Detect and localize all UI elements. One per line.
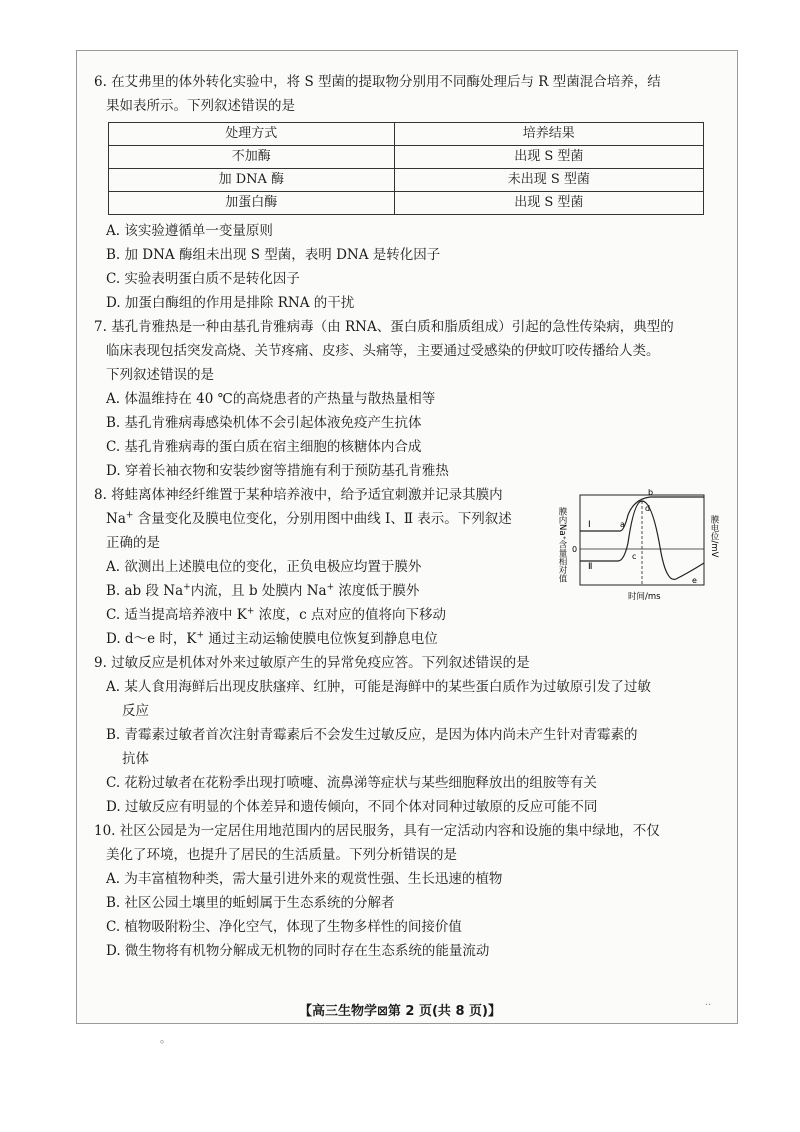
x-axis-label: 时间/ms: [628, 592, 661, 602]
q8-option-d-part: D. d～e 时，K: [106, 631, 197, 647]
q9-option-a-line2: 反应: [122, 703, 149, 719]
q8-option-d-sup: +: [196, 630, 204, 641]
q8-option-b-part: 浓度低于膜外: [334, 583, 420, 599]
q6-option-c: C. 实验表明蛋白质不是转化因子: [106, 271, 300, 287]
table-cell: 加蛋白酶: [109, 192, 395, 215]
table-cell: 出现 S 型菌: [394, 192, 703, 215]
question-9: [94, 651, 716, 819]
right-axis-label: 膜电位/mV: [709, 515, 719, 558]
q8-na-symbol: Na: [106, 511, 126, 527]
point-a-label: a: [620, 520, 625, 529]
q8-membrane-figure: [554, 487, 724, 605]
q9-option-d: D. 过敏反应有明显的个体差异和遗传倾向，不同个体对同种过敏原的反应可能不同: [106, 799, 598, 815]
q10-option-a: A. 为丰富植物种类，需大量引进外来的观赏性强、生长迅速的植物: [106, 871, 503, 887]
q7-option-d: D. 穿着长袖衣物和安装纱窗等措施有利于预防基孔肯雅热: [106, 463, 449, 479]
q8-option-c-part: 浓度，c 点对应的值将向下移动: [254, 607, 447, 623]
q8-stem-line2-rest: 含量变化及膜电位变化，分别用图中曲线 Ⅰ、Ⅱ 表示。下列叙述: [133, 511, 512, 527]
q7-option-a: A. 体温维持在 40 ℃的高烧患者的产热量与散热量相等: [106, 391, 436, 407]
q7-stem-line1: 7. 基孔肯雅热是一种由基孔肯雅病毒（由 RNA、蛋白质和脂质组成）引起的急性传染病，典型的: [94, 319, 674, 335]
q10-option-b: B. 社区公园土壤里的蚯蚓属于生态系统的分解者: [106, 895, 395, 911]
q10-option-c: C. 植物吸附粉尘、净化空气，体现了生物多样性的间接价值: [106, 919, 462, 935]
q9-option-b-line1: B. 青霉素过敏者首次注射青霉素后不会发生过敏反应，是因为体内尚未产生针对青霉素的: [106, 727, 638, 743]
curve-ii-label: Ⅱ: [588, 562, 593, 572]
q10-option-d: D. 微生物将有机物分解成无机物的同时存在生态系统的能量流动: [106, 943, 490, 959]
exam-content: [94, 70, 719, 963]
curve-i-label: Ⅰ: [588, 520, 591, 530]
q6-option-b: B. 加 DNA 酶组未出现 S 型菌，表明 DNA 是转化因子: [106, 247, 441, 263]
q6-option-d: D. 加蛋白酶组的作用是排除 RNA 的干扰: [106, 295, 355, 311]
q6-stem-line1: 6. 在艾弗里的体外转化实验中，将 S 型菌的提取物分别用不同酶处理后与 R 型菌混合培养，结: [94, 74, 661, 90]
page-footer: 【高三生物学⊠第 2 页(共 8 页)】: [299, 1004, 501, 1019]
point-b-label: b: [648, 488, 654, 497]
question-6: [94, 70, 716, 315]
table-row: [109, 146, 704, 169]
q8-text: [94, 483, 514, 651]
q9-option-a-line1: A. 某人食用海鲜后出现皮肤瘙痒、红肿，可能是海鲜中的某些蛋白质作为过敏原引发了过敏: [106, 679, 651, 695]
q8-option-b-part: 内流，且 b 处膜内 Na: [190, 583, 327, 599]
table-row: [109, 192, 704, 215]
q8-option-a: A. 欲测出上述膜电位的变化，正负电极应均置于膜外: [106, 559, 422, 575]
table-header-cell: 培养结果: [394, 123, 703, 146]
q8-option-c: [94, 603, 514, 627]
table-header-row: [109, 123, 704, 146]
table-cell: 不加酶: [109, 146, 395, 169]
q8-option-d-part: 通过主动运输使膜电位恢复到静息电位: [203, 631, 438, 647]
q10-stem-line2: 美化了环境，也提升了居民的生活质量。下列分析错误的是: [106, 847, 457, 863]
q7-stem-line3: 下列叙述错误的是: [106, 367, 214, 383]
q7-stem-line2: 临床表现包括突发高烧、关节疼痛、皮疹、头痛等，主要通过受感染的伊蚊叮咬传播给人类。: [106, 343, 660, 359]
stray-mark: 。: [160, 1032, 171, 1045]
q8-stem-line3: 正确的是: [106, 535, 160, 551]
table-header-cell: 处理方式: [109, 123, 395, 146]
q7-option-c: C. 基孔肯雅病毒的蛋白质在宿主细胞的核糖体内合成: [106, 439, 422, 455]
q8-option-b: [94, 579, 514, 603]
q8-option-d: [94, 627, 514, 651]
question-10: [94, 819, 716, 963]
table-cell: 出现 S 型菌: [394, 146, 703, 169]
point-d-label: d: [645, 504, 651, 513]
left-axis-label: 膜内Na⁺含量相对值: [557, 507, 567, 583]
table-cell: 未出现 S 型菌: [394, 169, 703, 192]
q8-stem-line1: 8. 将蛙离体神经纤维置于某种培养液中，给予适宜刺激并记录其膜内: [94, 487, 503, 503]
point-c-label: c: [632, 552, 637, 561]
q6-results-table: [108, 122, 704, 215]
question-8: [94, 483, 719, 651]
q8-stem-line2: [94, 507, 514, 531]
q8-option-b-part: B. ab 段 Na: [106, 583, 184, 599]
q7-option-b: B. 基孔肯雅病毒感染机体不会引起体液免疫产生抗体: [106, 415, 422, 431]
q9-stem: 9. 过敏反应是机体对外来过敏原产生的异常免疫应答。下列叙述错误的是: [94, 655, 530, 671]
q8-option-b-sup: +: [326, 582, 335, 593]
point-e-label: e: [692, 576, 697, 585]
q8-option-c-sup: +: [246, 606, 255, 617]
q9-option-b-line2: 抗体: [122, 751, 149, 767]
q6-option-a: A. 该实验遵循单一变量原则: [106, 223, 273, 239]
table-row: [109, 169, 704, 192]
table-cell: 加 DNA 酶: [109, 169, 395, 192]
q8-option-c-part: C. 适当提高培养液中 K: [106, 607, 247, 623]
question-7: [94, 315, 716, 483]
q8-na-charge: +: [125, 510, 134, 521]
q10-stem-line1: 10. 社区公园是为一定居住用地范围内的居民服务，具有一定活动内容和设施的集中绿地，不仅: [94, 823, 660, 839]
q8-option-b-sup: +: [183, 582, 191, 593]
corner-mark: ··: [705, 1000, 712, 1011]
q9-option-c: C. 花粉过敏者在花粉季出现打喷嚏、流鼻涕等症状与某些细胞释放出的组胺等有关: [106, 775, 597, 791]
q6-stem-line2: 果如表所示。下列叙述错误的是: [106, 98, 295, 114]
zero-label: 0: [572, 545, 578, 554]
